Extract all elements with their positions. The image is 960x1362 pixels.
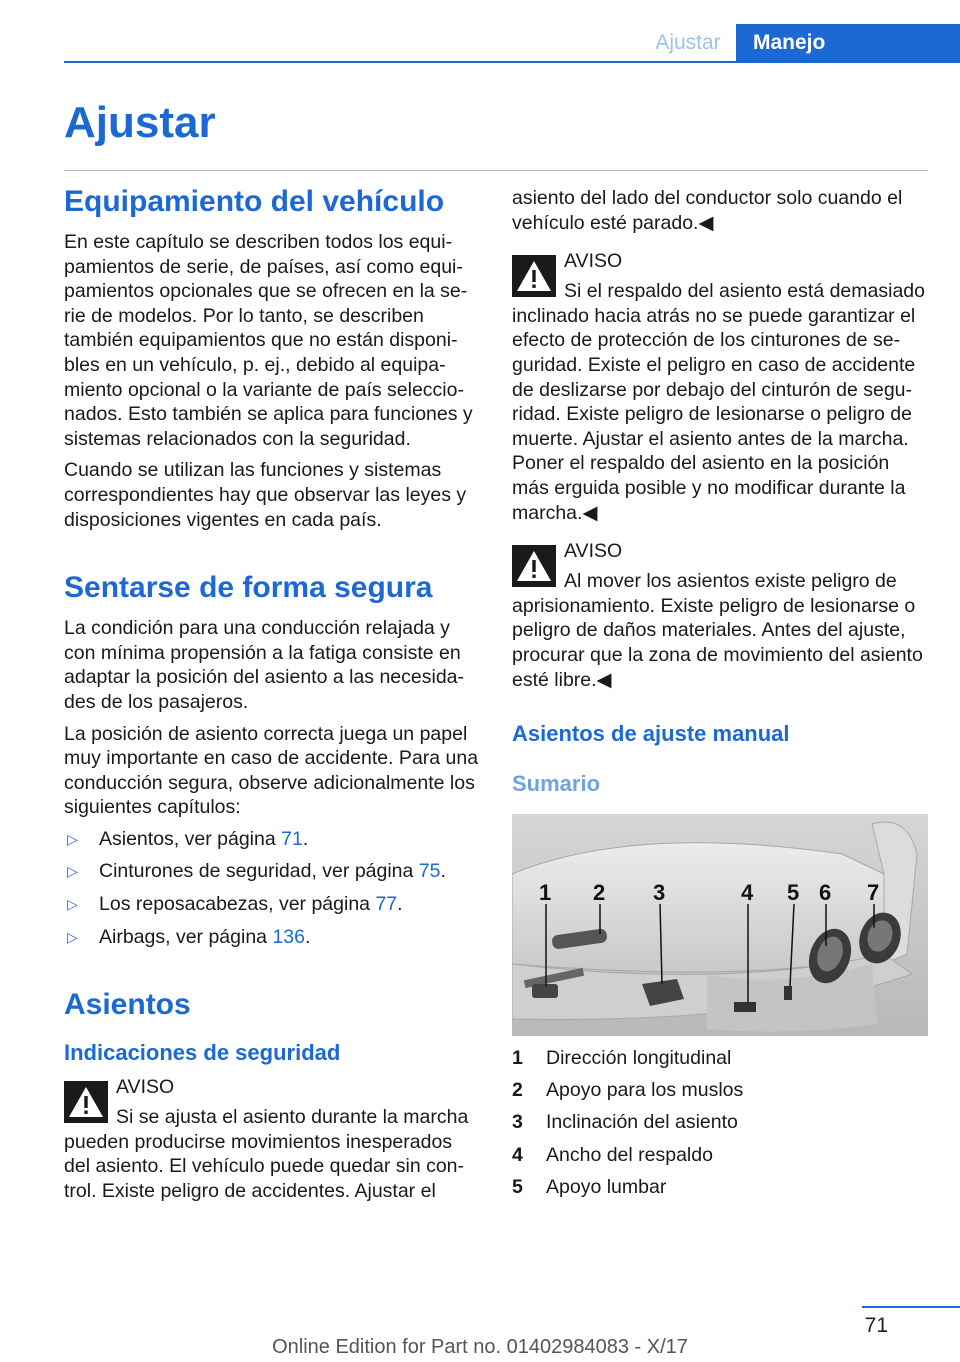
title-rule (64, 170, 928, 171)
warning-text: Si el respaldo del asiento está demasiado inclinado hacia atrás no se puede garantizar el efecto de protección de los cinturones de seguridad. Existe el peligro en caso de accidente de deslizarse por debajo del cinturón de seguridad. Existe peligro de lesionarse o peligro de muerte. Ajustar el asiento antes de la marcha. Poner el respaldo del asiento en la posición más erguida posible y no modificar durante la marcha.◀ (512, 280, 925, 524)
subsection-title-seguridad: Indicaciones de seguridad (64, 1040, 341, 1066)
subsection-title-ajuste-manual: Asientos de ajuste manual (512, 721, 790, 747)
seat-controls-figure (512, 814, 928, 1036)
list-item: 4 Ancho del respaldo (512, 1143, 713, 1166)
list-item: 2 Apoyo para los muslos (512, 1079, 744, 1102)
paragraph: asiento del lado del conductor solo cuando el vehículo esté parado.◀ (512, 187, 903, 234)
section-title-equipamiento: Equipamiento del vehículo (64, 185, 445, 218)
left-column (64, 184, 482, 1218)
list-item: ▷ Cinturones de seguridad, ver página 75. (64, 859, 482, 884)
page-link[interactable]: 75 (418, 860, 441, 883)
figure-label: 1 (539, 880, 552, 906)
tab-ajustar[interactable]: Ajustar (655, 31, 721, 54)
paragraph: La posición de asiento correcta juega un papel muy importante en caso de accidente. Para una conducción segura, observe adicionalmente los siguientes capítulos: (64, 722, 479, 819)
warning-label: AVISO (564, 250, 623, 273)
page-title: Ajustar (64, 98, 216, 147)
page-number: 71 (864, 1314, 888, 1337)
paragraph: La condición para una conducción relajada y con mínima propensión a la fatiga consiste en adaptar la posición del asiento a las necesidades de los pasajeros. (64, 617, 465, 713)
warning-label: AVISO (116, 1076, 175, 1099)
paragraph: En este capítulo se describen todos los equipamientos de serie, de países, así como equipamientos opcionales que se ofrecen en la serie de modelos. Por lo tanto, se describen también equipamientos que no están disponibles en un vehículo, p. ej., debido al equipamiento opcional o la variante de país seleccionados. Esto también se aplica para funciones y sistemas relacionados con la seguridad. (64, 231, 473, 450)
legend-list (512, 1046, 930, 1199)
figure-label: 6 (819, 880, 832, 906)
header-rule (64, 61, 960, 63)
subsection-title-sumario: Sumario (512, 771, 601, 797)
warning-text: Si se ajusta el asiento durante la marcha pueden producirse movimientos inesperados del asiento. El vehículo puede quedar sin control. Existe peligro de accidentes. Ajustar el (64, 1106, 469, 1203)
triangle-bullet-icon: ▷ (67, 896, 78, 913)
page-link[interactable]: 136 (272, 925, 305, 948)
page-link[interactable]: 71 (281, 827, 303, 850)
list-item: 1 Dirección longitudinal (512, 1047, 732, 1070)
figure-label: 2 (593, 880, 606, 906)
reference-list (64, 827, 482, 949)
warning-block (512, 539, 930, 692)
list-item: ▷ Asientos, ver página 71. (64, 827, 482, 852)
triangle-bullet-icon: ▷ (67, 830, 78, 847)
tab-manejo[interactable]: Manejo (736, 24, 960, 62)
right-column (512, 186, 930, 1207)
figure-label: 5 (787, 880, 800, 906)
edition-footer: Online Edition for Part no. 01402984083 - X/17 (272, 1336, 688, 1358)
figure-label: 4 (741, 880, 754, 906)
list-item: ▷ Airbags, ver página 136. (64, 925, 482, 950)
list-item: 5 Apoyo lumbar (512, 1175, 667, 1198)
footer-rule (862, 1306, 960, 1308)
section-title-sentarse: Sentarse de forma segura (64, 571, 433, 605)
list-item: 3 Inclinación del asiento (512, 1111, 738, 1134)
list-item: ▷ Los reposacabezas, ver página 77. (64, 892, 482, 917)
warning-text: Al mover los asientos existe peligro de aprisionamiento. Existe peligro de lesionarse o peligro de daños materiales. Antes del ajuste, procurar que la zona de movimiento del asiento esté libre.◀ (512, 570, 923, 691)
paragraph: Cuando se utilizan las funciones y sistemas correspondientes hay que observar las leyes y disposiciones vigentes en cada país. (64, 459, 467, 531)
figure-label: 3 (653, 880, 666, 906)
triangle-bullet-icon: ▷ (67, 928, 78, 945)
warning-label: AVISO (564, 540, 623, 563)
section-title-asientos: Asientos (64, 988, 191, 1022)
warning-block (512, 249, 930, 525)
figure-label: 7 (867, 880, 880, 906)
header-tabs (640, 24, 960, 62)
triangle-bullet-icon: ▷ (67, 863, 78, 880)
warning-block (64, 1075, 482, 1203)
page-link[interactable]: 77 (375, 893, 398, 916)
